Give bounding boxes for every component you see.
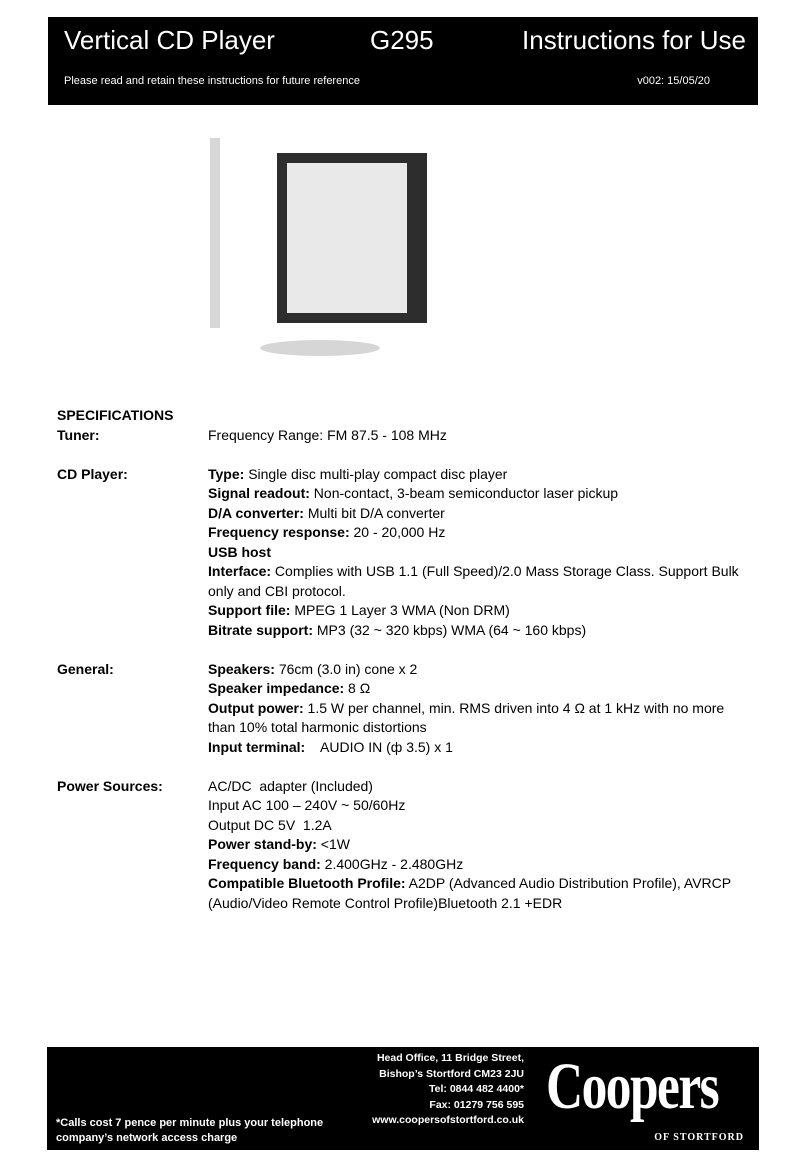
specifications-section <box>57 406 757 933</box>
spec-key: Speaker impedance: <box>208 680 345 696</box>
spec-value: Input AC 100 – 240V ~ 50/60Hz <box>208 797 406 813</box>
spec-value: MP3 (32 ~ 320 kbps) WMA (64 ~ 160 kbps) <box>313 621 587 638</box>
spec-key: Input terminal: <box>208 738 306 755</box>
document-title: Vertical CD Player <box>64 25 275 55</box>
spec-key: Frequency band: <box>208 855 321 872</box>
spec-lines <box>208 777 753 914</box>
address-line: Bishop’s Stortford CM23 2JU <box>379 1067 524 1080</box>
spec-key: Support file: <box>208 602 291 618</box>
spec-key: Signal readout: <box>208 485 310 501</box>
spec-key: Bitrate support: <box>208 621 313 638</box>
spec-line <box>208 543 753 563</box>
spec-line <box>208 874 753 913</box>
spec-key: Compatible Bluetooth Profile: <box>208 875 406 891</box>
spec-value: Complies with USB 1.1 (Full Speed)/2.0 Mass Storage Class. Support Bulk only and CBI protocol. <box>208 563 743 599</box>
spec-label: Tuner: <box>57 426 100 443</box>
spec-line <box>208 504 753 524</box>
vertical-cd-player-illustration <box>195 138 435 378</box>
spec-line <box>208 855 753 875</box>
call-cost-note: *Calls cost 7 pence per minute plus your telephone company’s network access charge <box>56 1117 324 1144</box>
spec-value: <1W <box>316 836 350 852</box>
footer-bar <box>47 1047 759 1150</box>
website-url: www.coopersofstortford.co.uk <box>372 1114 524 1126</box>
spec-value: 76cm (3.0 in) cone x 2 <box>274 660 418 677</box>
spec-label: General: <box>57 660 114 677</box>
spec-key: D/A converter: <box>208 504 304 521</box>
spec-key: USB host <box>208 543 271 560</box>
spec-label: Power Sources: <box>57 777 163 794</box>
spec-value: Frequency Range: FM 87.5 - 108 MHz <box>208 426 447 443</box>
spec-value: Non-contact, 3-beam semiconductor laser pickup <box>309 485 619 501</box>
spec-line <box>208 738 753 758</box>
spec-value: 2.400GHz - 2.480GHz <box>320 855 464 872</box>
spec-value: Output DC 5V 1.2A <box>208 816 332 833</box>
spec-line <box>208 621 753 641</box>
spec-value: 8 Ω <box>344 680 371 696</box>
spec-group <box>57 660 757 758</box>
specifications-heading: SPECIFICATIONS <box>57 407 174 423</box>
spec-line <box>208 835 753 855</box>
fax-number: Fax: 01279 756 595 <box>429 1098 524 1111</box>
spec-line <box>208 465 753 485</box>
spec-value: 1.5 W per channel, min. RMS driven into 4 Ω at 1 kHz with no more than 10% total harmonic distortions <box>208 699 729 735</box>
spec-lines <box>208 465 753 641</box>
spec-lines <box>208 660 753 758</box>
header-bar <box>48 17 758 105</box>
spec-line <box>208 816 753 836</box>
head-office-address <box>352 1051 524 1129</box>
telephone-number: Tel: 0844 482 4400* <box>429 1083 524 1095</box>
document-type: Instructions for Use <box>522 25 746 55</box>
spec-key: Output power: <box>208 699 304 716</box>
spec-value: A2DP (Advanced Audio Distribution Profile), AVRCP (Audio/Video Remote Control Profile)Bluetooth 2.1 +EDR <box>208 875 735 911</box>
spec-value: Single disc multi-play compact disc player <box>244 465 508 482</box>
spec-line <box>208 796 753 816</box>
spec-key: Interface: <box>208 563 272 579</box>
spec-line <box>208 601 753 621</box>
spec-line <box>208 777 753 797</box>
spec-value: AC/DC adapter (Included) <box>208 777 373 794</box>
spec-value: Multi bit D/A converter <box>303 504 445 521</box>
spec-lines <box>208 426 753 446</box>
spec-value: AUDIO IN (ф 3.5) x 1 <box>305 738 453 755</box>
spec-key: Type: <box>208 465 245 482</box>
address-line: Head Office, 11 Bridge Street, <box>376 1052 524 1064</box>
spec-line <box>208 562 753 601</box>
spec-line <box>208 660 753 680</box>
spec-group <box>57 777 757 914</box>
spec-line <box>208 699 753 738</box>
spec-line <box>208 523 753 543</box>
spec-line <box>208 484 753 504</box>
brand-name: Coopers <box>546 1050 719 1123</box>
spec-key: Power stand-by: <box>208 836 317 852</box>
coopers-logo <box>546 1050 746 1145</box>
spec-label: CD Player: <box>57 465 128 482</box>
model-number: G295 <box>370 25 434 55</box>
spec-group <box>57 465 757 641</box>
spec-key: Speakers: <box>208 660 275 677</box>
spec-line <box>208 426 753 446</box>
spec-value: 20 - 20,000 Hz <box>349 524 446 540</box>
brand-subtitle: OF STORTFORD <box>654 1132 744 1143</box>
spec-group <box>57 426 757 446</box>
spec-line <box>208 679 753 699</box>
version-label: v002: 15/05/20 <box>637 75 710 87</box>
spec-value: MPEG 1 Layer 3 WMA (Non DRM) <box>290 602 510 618</box>
header-subtitle: Please read and retain these instructions for future reference <box>64 75 360 87</box>
spec-key: Frequency response: <box>208 524 350 540</box>
